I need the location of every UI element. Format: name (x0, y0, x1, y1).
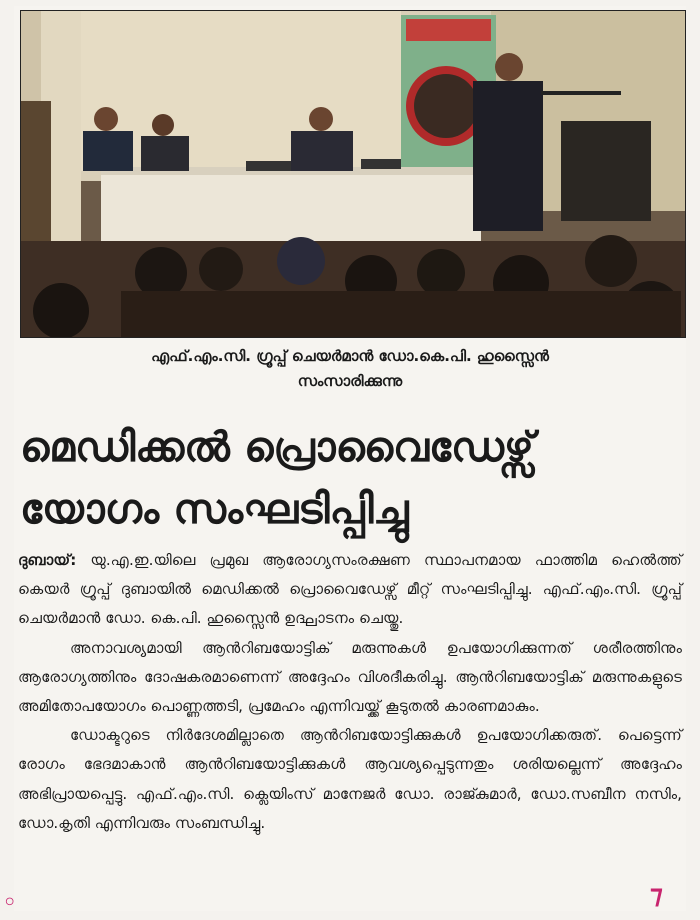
article-paragraph-2: അനാവശ്യമായി ആൻറിബയോട്ടിക് മരുന്നുകൾ ഉപയോഗിക്കുന്നത് ശരീരത്തിനും ആരോഗ്യത്തിനും ദോഷകരമാണെന്ന് അദ്ദേഹം വിശദീകരിച്ചു. ആൻറിബയോട്ടിക് മരുന്നുകളുടെ അമിതോപയോഗം പൊണ്ണത്തടി, പ്രമേഹം എന്നിവയ്ക്ക് കൂടുതൽ കാരണമാകും. (18, 638, 682, 716)
dateline: ദുബായ്: (18, 551, 77, 569)
article-body (18, 546, 682, 838)
newspaper-clipping (14, 6, 686, 911)
photo-caption (14, 344, 686, 394)
headline-line-1: മെഡിക്കൽ പ്രൊവൈഡേഴ്സ് (20, 423, 534, 471)
headline-line-2: യോഗം സംഘടിപ്പിച്ചു (20, 485, 409, 533)
event-photo-illustration (21, 11, 685, 337)
pen-mark-left: ◦ (2, 888, 18, 918)
caption-line-1: എഫ്.എം.സി. ഗ്രൂപ്പ് ചെയർമാൻ ഡോ.കെ.പി. ഹുസ്സൈൻ (151, 347, 549, 365)
paragraph-1-text: യു.എ.ഇ.യിലെ പ്രമുഖ ആരോഗ്യസംരക്ഷണ സ്ഥാപനമായ ഫാത്തിമ ഹെൽത്ത് കെയർ ഗ്രൂപ്പ് ദുബായിൽ മെഡിക്കൽ പ്രൊവൈഡേഴ്സ് മീറ്റ് സംഘടിപ്പിച്ചു. എഫ്.എം.സി. ഗ്രൂപ്പ് ചെയർമാൻ ഡോ. കെ.പി. ഹുസ്സൈൻ ഉദ്ഘാടനം ചെയ്തു. (18, 551, 682, 628)
article-paragraph-3: ഡോക്ടറുടെ നിർദേശമില്ലാതെ ആൻറിബയോട്ടിക്കുകൾ ഉപയോഗിക്കരുത്. പെട്ടെന്ന് രോഗം ഭേദമാകാൻ ആൻറിബയോട്ടിക്കുകൾ ആവശ്യപ്പെടുന്നതും ശരിയല്ലെന്ന് അദ്ദേഹം അഭിപ്രായപ്പെട്ടു. എഫ്.എം.സി. ക്ലെയിംസ് മാനേജർ ഡോ. രാജ്കുമാർ, ഡോ.സബീന നസിം, ഡോ.കൃതി എന്നിവരും സംബന്ധിച്ചു. (18, 726, 682, 832)
article-paragraph-1 (18, 546, 682, 634)
pen-mark-right: ⁊ (650, 880, 663, 910)
event-photo (20, 10, 686, 338)
headline (14, 416, 686, 540)
caption-line-2: സംസാരിക്കുന്നു (297, 372, 403, 390)
